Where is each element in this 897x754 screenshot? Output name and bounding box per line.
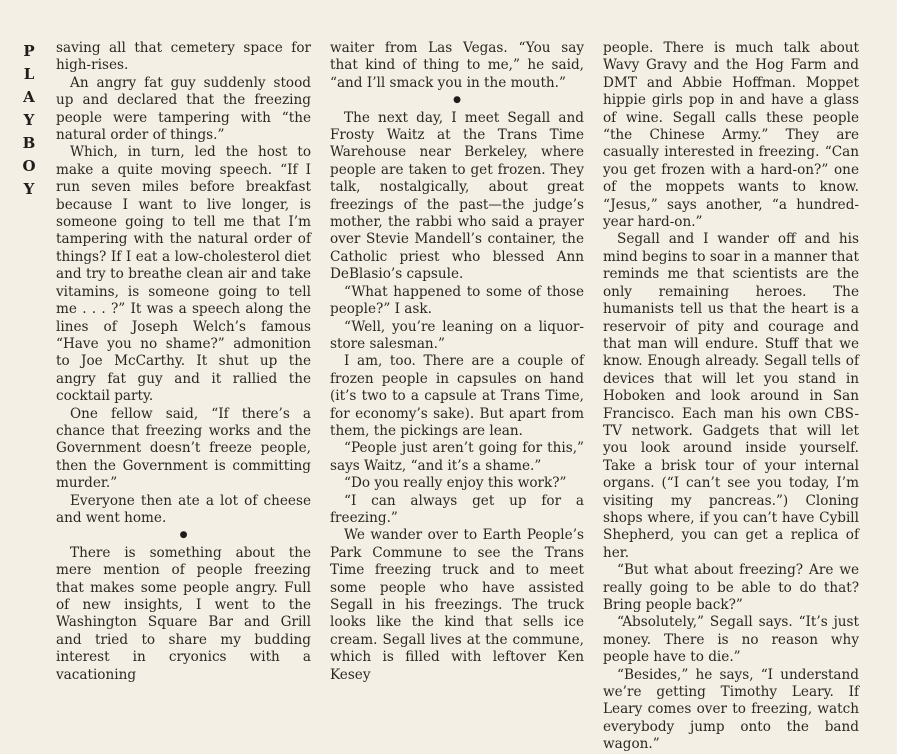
- masthead-letter: L: [23, 65, 35, 83]
- paragraph: I am, too. There are a couple of frozen people in capsules on hand (it’s two to a capsule at Trans Time, for economy’s sake). But apart from them, the pickings are lean.: [330, 353, 584, 439]
- paragraph: “What happened to some of those people?” I ask.: [330, 283, 584, 318]
- paragraph: “But what about freezing? Are we really going to be able to do that? Bring people back?”: [603, 562, 859, 613]
- text-column-3: [603, 40, 859, 754]
- masthead-letter: A: [23, 88, 35, 106]
- paragraph: waiter from Las Vegas. “You say that kind of thing to me,” he said, “and I’ll smack you in the mouth.”: [330, 40, 584, 91]
- section-break-bullet: ●: [179, 530, 188, 541]
- paragraph: “Do you really enjoy this work?”: [344, 475, 567, 492]
- paragraph: “Absolutely,” Segall says. “It’s just money. There is no reason why people have to die.”: [603, 614, 859, 666]
- paragraph: An angry fat guy suddenly stood up and declared that the freezing people were tampering with “the natural order of things.”: [56, 74, 311, 144]
- paragraph: There is something about the mere mention of people freezing that makes some people angry. Full of new insights, I went to the Washington Square Bar and Grill and tried to share my budding interest in cryonics with a vacationing: [56, 544, 311, 683]
- masthead-letter: B: [22, 134, 36, 152]
- section-break-bullet: ●: [453, 95, 461, 106]
- masthead-letter: O: [22, 157, 36, 175]
- magazine-masthead: [18, 40, 40, 201]
- paragraph: The next day, I meet Segall and Frosty Waitz at the Trans Time Warehouse near Berkeley, where people are taken to get frozen. They talk, nostalgically, about great freezings of the past—the judge’s mother, the rabbi who said a prayer over Stevie Mandell’s container, the Catholic priest who blessed Ann DeBlasio’s capsule.: [330, 109, 584, 283]
- paragraph: We wander over to Earth People’s Park Commune to see the Trans Time freezing truck and to meet some people who have assisted Segall in his freezings. The truck looks like the kind that sells ice cream. Segall lives at the commune, which is filled with leftover Ken Kesey: [330, 527, 584, 683]
- paragraph: “Besides,” he says, “I understand we’re getting Timothy Leary. If Leary comes over to freezing, watch everybody jump onto the band wagon.”: [603, 666, 859, 753]
- paragraph: Everyone then ate a lot of cheese and went home.: [56, 492, 311, 526]
- paragraph: Segall and I wander off and his mind begins to soar in a manner that reminds me that scientists are the only remaining heroes. The humanists tell us that the heart is a reservoir of pity and courage and that man will endure. Stuff that we know. Enough already. Segall tells of devices that will let you stand in Hoboken and look around in San Francisco. Each man his own CBS-TV network. Gadgets that will let you look around inside yourself. Take a brisk tour of your internal organs. (“I can’t see you today, I’m visiting my pancreas.”) Cloning shops where, if you can’t have Cybill Shepherd, you can get a replica of her.: [603, 231, 859, 561]
- masthead-letter: Y: [23, 111, 35, 129]
- masthead-letter: P: [23, 42, 35, 60]
- paragraph: Which, in turn, led the host to make a quite moving speech. “If I run seven miles before breakfast because I want to live longer, is someone going to tell me that I’m tampering with the natural order of things? If I eat a low-cholesterol diet and try to breathe clean air and take vitamins, is someone going to tell me . . . ?” It was a speech along the lines of Joseph Welch’s famous “Have you no shame?” admonition to Joe McCarthy. It shut up the angry fat guy and it rallied the cocktail party.: [56, 144, 311, 405]
- text-column-2: [330, 40, 584, 684]
- paragraph: “I can always get up for a freezing.”: [330, 492, 584, 526]
- paragraph: “People just aren’t going for this,” says Waitz, “and it’s a shame.”: [330, 440, 584, 474]
- paragraph: “Well, you’re leaning on a liquor-store salesman.”: [330, 318, 584, 352]
- text-column-1: [56, 40, 311, 684]
- masthead-letter: Y: [23, 180, 35, 198]
- paragraph: people. There is much talk about Wavy Gravy and the Hog Farm and DMT and Abbie Hoffman. Moppet hippie girls pop in and have a glass of wine. Segall calls these people “the Chinese Army.” They are casually interested in freezing. “Can you get frozen with a hard-on?” one of the moppets wants to know. “Jesus,” says another, “a hundred-year hard-on.”: [603, 40, 859, 231]
- paragraph: One fellow said, “If there’s a chance that freezing works and the Government doesn’t freeze people, then the Government is committing murder.”: [56, 405, 311, 492]
- paragraph: saving all that cemetery space for high-rises.: [56, 40, 311, 74]
